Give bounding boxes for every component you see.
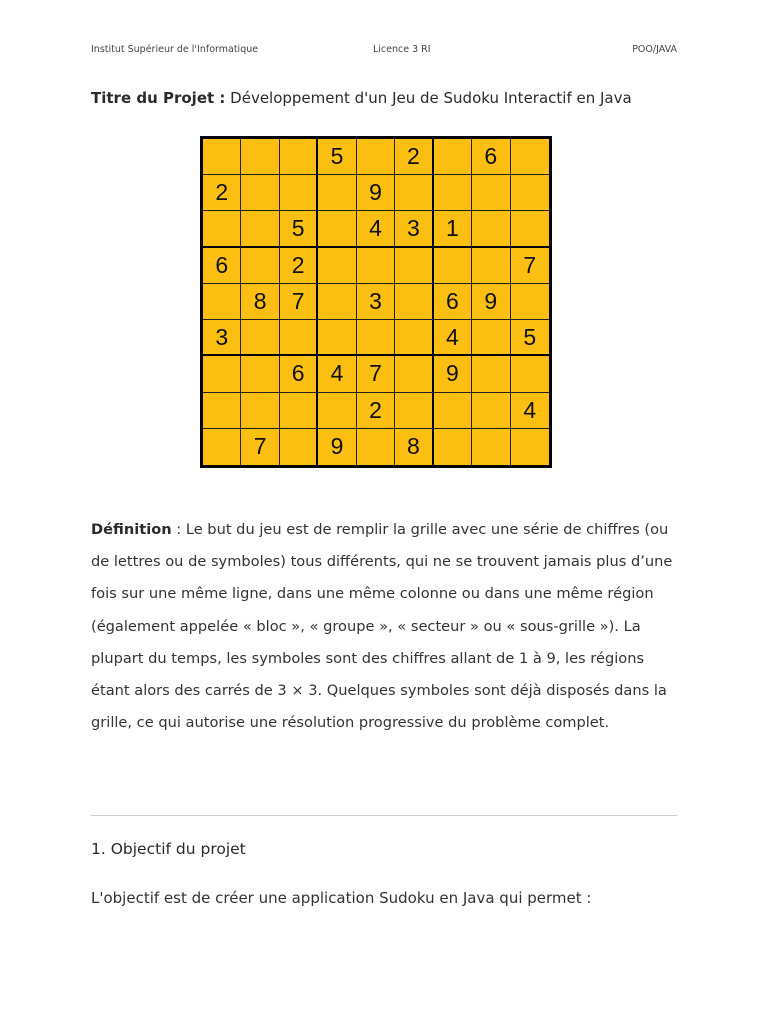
sudoku-cell-empty xyxy=(280,429,318,465)
sudoku-cell-empty xyxy=(511,284,549,320)
definition-label: Définition xyxy=(91,521,172,538)
sudoku-cell-given: 1 xyxy=(434,211,472,247)
sudoku-cell-empty xyxy=(395,320,433,356)
sudoku-cell-given: 7 xyxy=(511,248,549,284)
sudoku-cell-empty xyxy=(241,248,279,284)
sudoku-cell-empty xyxy=(395,356,433,392)
sudoku-grid xyxy=(200,136,552,468)
sudoku-cell-empty xyxy=(472,393,510,429)
definition-text: : Le but du jeu est de remplir la grille avec une série de chiffres (ou de lettres ou de symboles) tous différents, qui ne se trouvent jamais plus d’une fois sur une même ligne, dans une même colonne ou dans une même région (également appelée « bloc », « groupe », « secteur » ou « sous-grille »). La plupart du temps, les symboles sont des chiffres allant de 1 à 9, les régions étant alors des carrés de 3 × 3. Quelques symboles sont déjà disposés dans la grille, ce qui autorise une résolution progressive du problème complet. xyxy=(91,521,673,732)
sudoku-cell-empty xyxy=(511,139,549,175)
project-title-text: Développement d'un Jeu de Sudoku Interactif en Java xyxy=(225,89,632,107)
sudoku-cell-given: 9 xyxy=(472,284,510,320)
sudoku-cell-empty xyxy=(395,175,433,211)
sudoku-cell-empty xyxy=(280,393,318,429)
sudoku-cell-empty xyxy=(395,393,433,429)
sudoku-cell-given: 4 xyxy=(511,393,549,429)
sudoku-cell-given: 2 xyxy=(203,175,241,211)
sudoku-cell-empty xyxy=(318,320,356,356)
definition-paragraph xyxy=(91,514,681,739)
sudoku-cell-empty xyxy=(203,211,241,247)
sudoku-cell-given: 7 xyxy=(241,429,279,465)
sudoku-cell-given: 7 xyxy=(280,284,318,320)
sudoku-cell-empty xyxy=(318,175,356,211)
sudoku-cell-empty xyxy=(434,429,472,465)
sudoku-cell-empty xyxy=(472,248,510,284)
sudoku-cell-given: 2 xyxy=(357,393,395,429)
sudoku-cell-given: 9 xyxy=(357,175,395,211)
sudoku-cell-empty xyxy=(511,175,549,211)
sudoku-cell-given: 7 xyxy=(357,356,395,392)
sudoku-cell-given: 5 xyxy=(318,139,356,175)
sudoku-cell-given: 6 xyxy=(472,139,510,175)
sudoku-cell-given: 2 xyxy=(395,139,433,175)
sudoku-cell-empty xyxy=(241,320,279,356)
sudoku-cell-empty xyxy=(472,429,510,465)
sudoku-cell-empty xyxy=(318,284,356,320)
sudoku-cell-empty xyxy=(318,393,356,429)
sudoku-cell-empty xyxy=(395,284,433,320)
sudoku-cell-empty xyxy=(203,356,241,392)
sudoku-cell-empty xyxy=(241,211,279,247)
sudoku-cell-given: 6 xyxy=(434,284,472,320)
sudoku-cell-empty xyxy=(434,139,472,175)
sudoku-cell-empty xyxy=(357,320,395,356)
header-institution: Institut Supérieur de l'Informatique xyxy=(91,44,259,55)
sudoku-cell-empty xyxy=(203,429,241,465)
sudoku-cell-given: 5 xyxy=(511,320,549,356)
sudoku-cell-empty xyxy=(434,175,472,211)
sudoku-cell-empty xyxy=(472,175,510,211)
sudoku-cell-given: 2 xyxy=(280,248,318,284)
section-heading-objective: 1. Objectif du projet xyxy=(91,840,246,858)
header-course: POO/JAVA xyxy=(632,44,677,55)
objective-intro: L'objectif est de créer une application Sudoku en Java qui permet : xyxy=(91,889,592,907)
sudoku-cell-empty xyxy=(357,248,395,284)
sudoku-cell-given: 4 xyxy=(318,356,356,392)
sudoku-cell-given: 3 xyxy=(395,211,433,247)
sudoku-cell-empty xyxy=(280,320,318,356)
project-title xyxy=(91,89,632,107)
sudoku-cell-empty xyxy=(241,175,279,211)
sudoku-cell-given: 9 xyxy=(318,429,356,465)
sudoku-cell-empty xyxy=(318,248,356,284)
sudoku-cell-given: 9 xyxy=(434,356,472,392)
sudoku-cell-empty xyxy=(434,248,472,284)
sudoku-cell-given: 5 xyxy=(280,211,318,247)
sudoku-cell-given: 3 xyxy=(203,320,241,356)
sudoku-cell-empty xyxy=(472,211,510,247)
sudoku-cell-given: 8 xyxy=(241,284,279,320)
sudoku-cell-given: 4 xyxy=(357,211,395,247)
sudoku-cell-empty xyxy=(472,320,510,356)
sudoku-cell-empty xyxy=(472,356,510,392)
project-title-label: Titre du Projet : xyxy=(91,89,226,107)
sudoku-cell-empty xyxy=(241,139,279,175)
sudoku-cell-given: 3 xyxy=(357,284,395,320)
sudoku-cell-empty xyxy=(511,429,549,465)
header-level: Licence 3 RI xyxy=(373,44,431,55)
sudoku-cell-empty xyxy=(511,356,549,392)
sudoku-cell-empty xyxy=(241,356,279,392)
sudoku-cell-empty xyxy=(203,139,241,175)
section-divider xyxy=(91,815,677,816)
sudoku-cell-empty xyxy=(203,393,241,429)
page-header xyxy=(91,44,677,58)
sudoku-cell-empty xyxy=(357,429,395,465)
sudoku-cell-empty xyxy=(203,284,241,320)
sudoku-cell-empty xyxy=(511,211,549,247)
sudoku-cell-empty xyxy=(318,211,356,247)
sudoku-cell-given: 8 xyxy=(395,429,433,465)
sudoku-cell-empty xyxy=(434,393,472,429)
sudoku-cell-empty xyxy=(280,175,318,211)
sudoku-cell-empty xyxy=(357,139,395,175)
sudoku-cell-empty xyxy=(241,393,279,429)
sudoku-cell-given: 6 xyxy=(280,356,318,392)
sudoku-cell-empty xyxy=(395,248,433,284)
sudoku-cell-given: 4 xyxy=(434,320,472,356)
sudoku-cell-given: 6 xyxy=(203,248,241,284)
sudoku-cell-empty xyxy=(280,139,318,175)
